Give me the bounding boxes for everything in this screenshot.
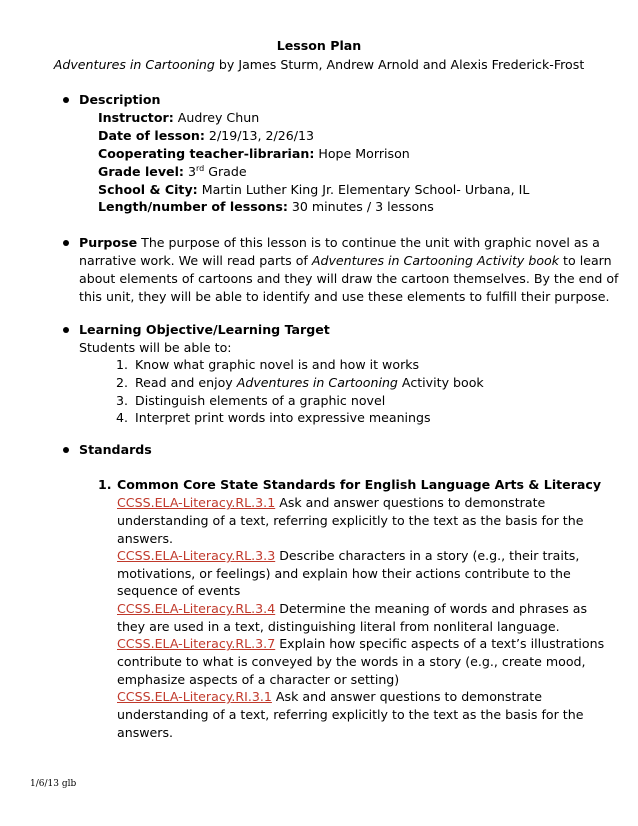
- purpose-heading: Purpose: [79, 235, 138, 250]
- page-title: Lesson Plan: [276, 38, 362, 53]
- grade-line: [98, 163, 247, 180]
- objective-intro: Students will be able to:: [79, 340, 232, 355]
- page-footer: 1/6/13 glb: [30, 779, 77, 789]
- standards-item-title: Common Core State Standards for English Language Arts & Literacy: [117, 477, 602, 492]
- grade-label: Grade level:: [98, 164, 184, 179]
- standard-entry-line: sequence of events: [117, 583, 241, 598]
- standard-link[interactable]: CCSS.ELA-Literacy.RL.3.7: [117, 636, 276, 651]
- objective-num: 1.: [116, 357, 129, 372]
- date-value: 2/19/13, 2/26/13: [204, 128, 315, 143]
- standard-entry-line: CCSS.ELA-Literacy.RL.3.4 Determine the meaning of words and phrases as: [117, 601, 588, 616]
- school-value: Martin Luther King Jr. Elementary School- Urbana, IL: [197, 182, 530, 197]
- objective-heading: Learning Objective/Learning Target: [79, 322, 330, 337]
- bullet-icon: [63, 447, 69, 453]
- objective-item: Interpret print words into expressive meanings: [135, 410, 431, 425]
- instructor-line: [98, 109, 259, 126]
- standard-entry-line: contribute to what is conveyed by the words in a story (e.g., create mood,: [117, 654, 586, 669]
- objective-num: 3.: [116, 393, 129, 408]
- objective-item: Read and enjoy Adventures in Cartooning Activity book: [135, 375, 484, 390]
- purpose-line-1: Purpose The purpose of this lesson is to continue the unit with graphic novel as a: [79, 235, 600, 250]
- standard-entry-line: answers.: [117, 725, 174, 740]
- school-label: School & City:: [98, 182, 198, 197]
- standard-entry-line: understanding of a text, referring explicitly to the text as the basis for the: [117, 707, 584, 722]
- standard-link[interactable]: CCSS.ELA-Literacy.RI.3.1: [117, 689, 272, 704]
- standard-entry-line: CCSS.ELA-Literacy.RL.3.7 Explain how specific aspects of a text’s illustrations: [117, 636, 605, 651]
- grade-word: Grade: [204, 164, 247, 179]
- standard-link[interactable]: CCSS.ELA-Literacy.RL.3.4: [117, 601, 276, 616]
- grade-suffix: rd: [195, 163, 205, 173]
- purpose-book-title: Adventures in Cartooning Activity book: [311, 253, 560, 268]
- coop-label: Cooperating teacher-librarian:: [98, 146, 315, 161]
- bullet-icon: [63, 97, 69, 103]
- school-line: [98, 181, 529, 198]
- bullet-icon: [63, 327, 69, 333]
- instructor-value: Audrey Chun: [173, 110, 260, 125]
- standard-entry-line: CCSS.ELA-Literacy.RI.3.1 Ask and answer questions to demonstrate: [117, 689, 542, 704]
- objective-item: Know what graphic novel is and how it works: [135, 357, 420, 372]
- purpose-line-3: about elements of cartoons and they will draw the cartoon themselves. By the end of: [79, 271, 619, 286]
- standard-link[interactable]: CCSS.ELA-Literacy.RL.3.3: [117, 548, 276, 563]
- date-line: [98, 127, 314, 144]
- description-heading: Description: [79, 92, 161, 107]
- standard-link[interactable]: CCSS.ELA-Literacy.RL.3.1: [117, 495, 276, 510]
- coop-value: Hope Morrison: [314, 146, 410, 161]
- date-label: Date of lesson:: [98, 128, 205, 143]
- objective-item: Distinguish elements of a graphic novel: [135, 393, 386, 408]
- standard-entry-line: emphasize aspects of a character or setting): [117, 672, 400, 687]
- length-value: 30 minutes / 3 lessons: [287, 199, 434, 214]
- objective-num: 4.: [116, 410, 129, 425]
- coop-line: [98, 145, 410, 162]
- book-title: Adventures in Cartooning: [53, 57, 215, 72]
- purpose-line-4: this unit, they will be able to identify and use these elements to fulfill their purpose.: [79, 289, 610, 304]
- length-line: [98, 198, 434, 215]
- objective-num: 2.: [116, 375, 129, 390]
- book-authors: by James Sturm, Andrew Arnold and Alexis Frederick-Frost: [214, 57, 585, 72]
- page-subtitle: [0, 56, 638, 73]
- standard-entry-line: CCSS.ELA-Literacy.RL.3.1 Ask and answer questions to demonstrate: [117, 495, 546, 510]
- standard-entry-line: CCSS.ELA-Literacy.RL.3.3 Describe characters in a story (e.g., their traits,: [117, 548, 580, 563]
- length-label: Length/number of lessons:: [98, 199, 288, 214]
- grade-number: 3: [183, 164, 196, 179]
- standard-entry-line: answers.: [117, 531, 174, 546]
- instructor-label: Instructor:: [98, 110, 174, 125]
- standards-heading: Standards: [79, 442, 152, 457]
- purpose-line-2: narrative work. We will read parts of Adventures in Cartooning Activity book to learn: [79, 253, 612, 268]
- standard-entry-line: they are used in a text, distinguishing literal from nonliteral language.: [117, 619, 560, 634]
- bullet-icon: [63, 240, 69, 246]
- standard-entry-line: motivations, or feelings) and explain how their actions contribute to the: [117, 566, 571, 581]
- standard-entry-line: understanding of a text, referring explicitly to the text as the basis for the: [117, 513, 584, 528]
- standards-item-num: 1.: [98, 477, 112, 492]
